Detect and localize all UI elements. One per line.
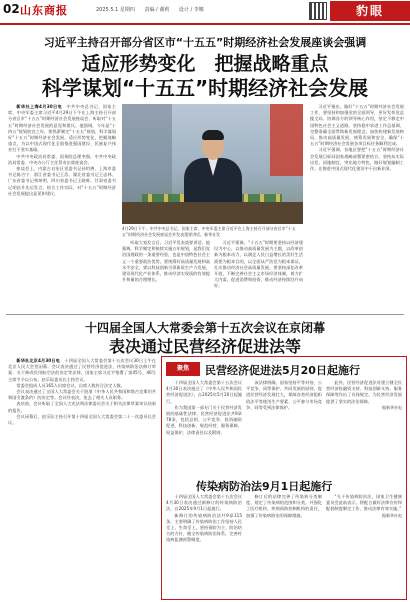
lead-column-3	[214, 240, 303, 312]
lead-body-4b: 习近平强调，各地区要把“十五五”时期经济社会发展目标同国家战略部署紧密结合，坚持从实际出发，因地制宜，突出地方特色，做好规划编制工作，在推进中国式现代化建设中干出新业绩。	[310, 147, 404, 172]
box1-body-d: 此外，民营经济促进法对建立健全民营经济投融资支持、科技创新支持、服务保障等作出了具体规定，为民营经济发展提供了坚实的法治保障。	[326, 380, 402, 404]
lead-body-4: 习近平指出，做好“十五五”时期经济社会发展工作，要坚持和加强党的全面领导，更好发挥党总揽全局、协调各方的领导核心作用，坚定不移走中国特色社会主义道路，坚持稳中求进工作总基调，完整准确全面贯彻新发展理念，加快构建新发展格局，推动高质量发展，统筹发展和安全，确保“十五五”时期经济社会发展各项目标任务顺利完成。	[310, 104, 404, 147]
lead-body-1: 中共中央总书记、国家主席、中央军委主席习近平4月29日下午在上海主持召开部分省区市“十五五”时期经济社会发展座谈会，听取对“十五五”时期经济社会发展的意见和建议。他强调，今年是“十四五”规划收官之年，要抓紧制定“十五五”规划，科学谋划好“十五五”时期经济社会发展，适应形势变化，把握战略重点，为以中国式现代化全面推进强国建设、民族复兴伟业打下坚实基础。	[8, 104, 116, 153]
box1-body-c: 该法律明确，国家坚持平等对待、公平竞争、同等保护、共同发展的原则，促进民营经济发展壮大，保障各类经济组织依法平等使用生产要素、公平参与市场竞争、同等受到法律保护。	[246, 380, 322, 410]
box1-column-3	[326, 380, 402, 472]
lead-column-4	[310, 104, 404, 312]
story2-body-1: 十四届全国人大常委会第十五次会议30日上午在北京人民大会堂闭幕。会议表决通过了民营经济促进法、传染病防治法修订草案、关于修改民用航空法的决定等法律。国家主席习近平签署了第45号、46号主席令予以公布。赵乐际委员长主持会议。	[8, 358, 156, 382]
qr-code-icon	[309, 2, 327, 20]
lead-byline: 新华社上海4月30日电	[16, 104, 63, 109]
lead-body-1b: 中共中央政治局常委、国务院总理李强，中共中央政治局常委、中央办公厅主任蔡奇出席座谈会。	[8, 153, 116, 165]
issue-date: 2025.5.1 星期四	[96, 7, 135, 13]
masthead	[0, 0, 410, 22]
designer-credit: 设计 / 李娜	[178, 7, 204, 13]
issue-meta	[96, 6, 212, 13]
story2-headline: 表决通过民营经济促进法等	[108, 337, 301, 356]
box2-column-1	[166, 494, 242, 598]
box1-column-1	[166, 380, 242, 472]
story2-body-2: 常委会组成人员165人出席会议，出席人数符合法定人数。	[16, 382, 125, 388]
box2-headline: 传染病防治法9月1日起施行	[196, 480, 333, 493]
box2-column-2	[246, 494, 322, 598]
box1-column-2	[246, 380, 322, 472]
photo-caption: 4月29日下午，中共中央总书记、国家主席、中央军委主席习近平在上海主持召开部分省区市“十五五”时期经济社会发展座谈会并发表重要讲话。新华社发	[122, 226, 296, 237]
newspaper-name: 山东商报	[20, 4, 68, 17]
story2-column	[8, 358, 156, 600]
box1-body-b: 作为我国第一部专门关于民营经济发展的基础性法律，民营经济促进法共9章78条，包括总则、公平竞争、投资融资促进、科技创新、规范经营、服务保障、权益保护、法律责任以及附则。	[166, 404, 242, 435]
box2-source: 据新华社电	[382, 512, 402, 518]
box2-body-b: 新修订的传染病防治法共9章115条，主要明确了传染病防治工作坚持人民至上、生命至上，坚持预防为主、防治结合的方针，健全传染病防治体系，完善传染病监测预警制度。	[166, 512, 242, 543]
lead-body-3: 习近平强调，“十五五”时期要坚持以经济建设为中心，以推动高质量发展为主题，以改革创新为根本动力，以满足人民日益增长的美好生活需要为根本目的，以全面从严治党为根本保证，扎实推动经济社会高质量发展。要坚持深化改革开放，不断完善社会主义市场经济体制，着力扩大内需，促进消费和投资，推动经济持续回升向好。	[214, 240, 303, 289]
lead-headline-secondary: 科学谋划“十五五”时期经济社会发展	[41, 76, 369, 100]
story2-body-5: 会议闭幕后，赵乐际主持召开第十四届全国人大常委会第二十一次委员长会议。	[8, 413, 156, 426]
lead-body-2: 听取大家发言后，习近平发表重要讲话。他强调，科学制定和接续实施五年规划，是我们党治国理政的一条重要经验，也是中国特色社会主义一个重要政治优势。要统筹好高质量发展和高水平安全，要以科技创新引领新质生产力发展，建设现代化产业体系，推动经济实现质的有效提升和量的合理增长。	[122, 240, 210, 283]
page-number: 02	[3, 2, 20, 16]
lead-kicker: 习近平主持召开部分省区市“十五五”时期经济社会发展座谈会强调	[43, 36, 367, 49]
box2-body-a: 十四届全国人大常委会第十五次会议4月30日表决通过新修订的传染病防治法，自2025年9月1日起施行。	[166, 494, 242, 512]
box1-source: 据新华社电	[382, 404, 402, 410]
header-rule	[0, 23, 410, 25]
lead-column-1	[8, 104, 116, 312]
box2-body-c: 修订后的法律完善了传染病分类制度，规定了传染病的范围和分类，并强化了医疗机构、疾病预防控制机构的责任，加强了传染病防治的保障措施。	[246, 494, 322, 518]
story-divider	[6, 314, 404, 315]
focus-tag: 聚焦	[166, 362, 200, 376]
editor-credit: 责编 / 谢莉	[144, 7, 170, 13]
story2-body-4: 表决前，会议听取了全国人大宪法和法律委员会关于相关法律草案审议结果的报告。	[8, 401, 156, 413]
story2-body-3: 会议表决通过了全国人大常委会关于批准《中华人民共和国和塔吉克斯坦共和国引渡条约》的决定等。会议经表决，免去了相关人员职务。	[8, 389, 156, 401]
box2-body-d: “关于传染病防治法，国家卫生健康委员会此前表示，将配合做好法律宣传和配套制度制定工作，推动法律有效实施。”	[326, 494, 402, 512]
box2-column-3	[326, 494, 402, 598]
lead-headline-primary: 适应形势变化 把握战略重点	[81, 53, 329, 75]
lead-column-2	[122, 240, 210, 312]
lead-body-1c: 座谈会上，内蒙古自治区党委书记孙绍骋、上海市委书记陈吉宁、浙江省委书记王浩、湖北省委书记王忠林、广东省委书记黄坤明、四川省委书记王晓晖、甘肃省委书记胡昌升先后发言，结合工作实际，对“十五五”时期经济社会发展提出意见和建议。	[8, 166, 116, 196]
story2-byline: 新华社北京4月30日电	[16, 358, 60, 363]
story2-kicker: 十四届全国人大常委会第十五次会议在京闭幕	[84, 321, 325, 335]
section-banner: 豹眼	[330, 1, 410, 21]
lead-photo	[122, 104, 303, 224]
box1-headline: 民营经济促进法5月20日起施行	[205, 364, 360, 377]
box1-body-a: 十四届全国人大常委会第十五次会议4月30日表决通过了《中华人民共和国民营经济促进法》，自2025年5月20日起施行。	[166, 380, 242, 404]
